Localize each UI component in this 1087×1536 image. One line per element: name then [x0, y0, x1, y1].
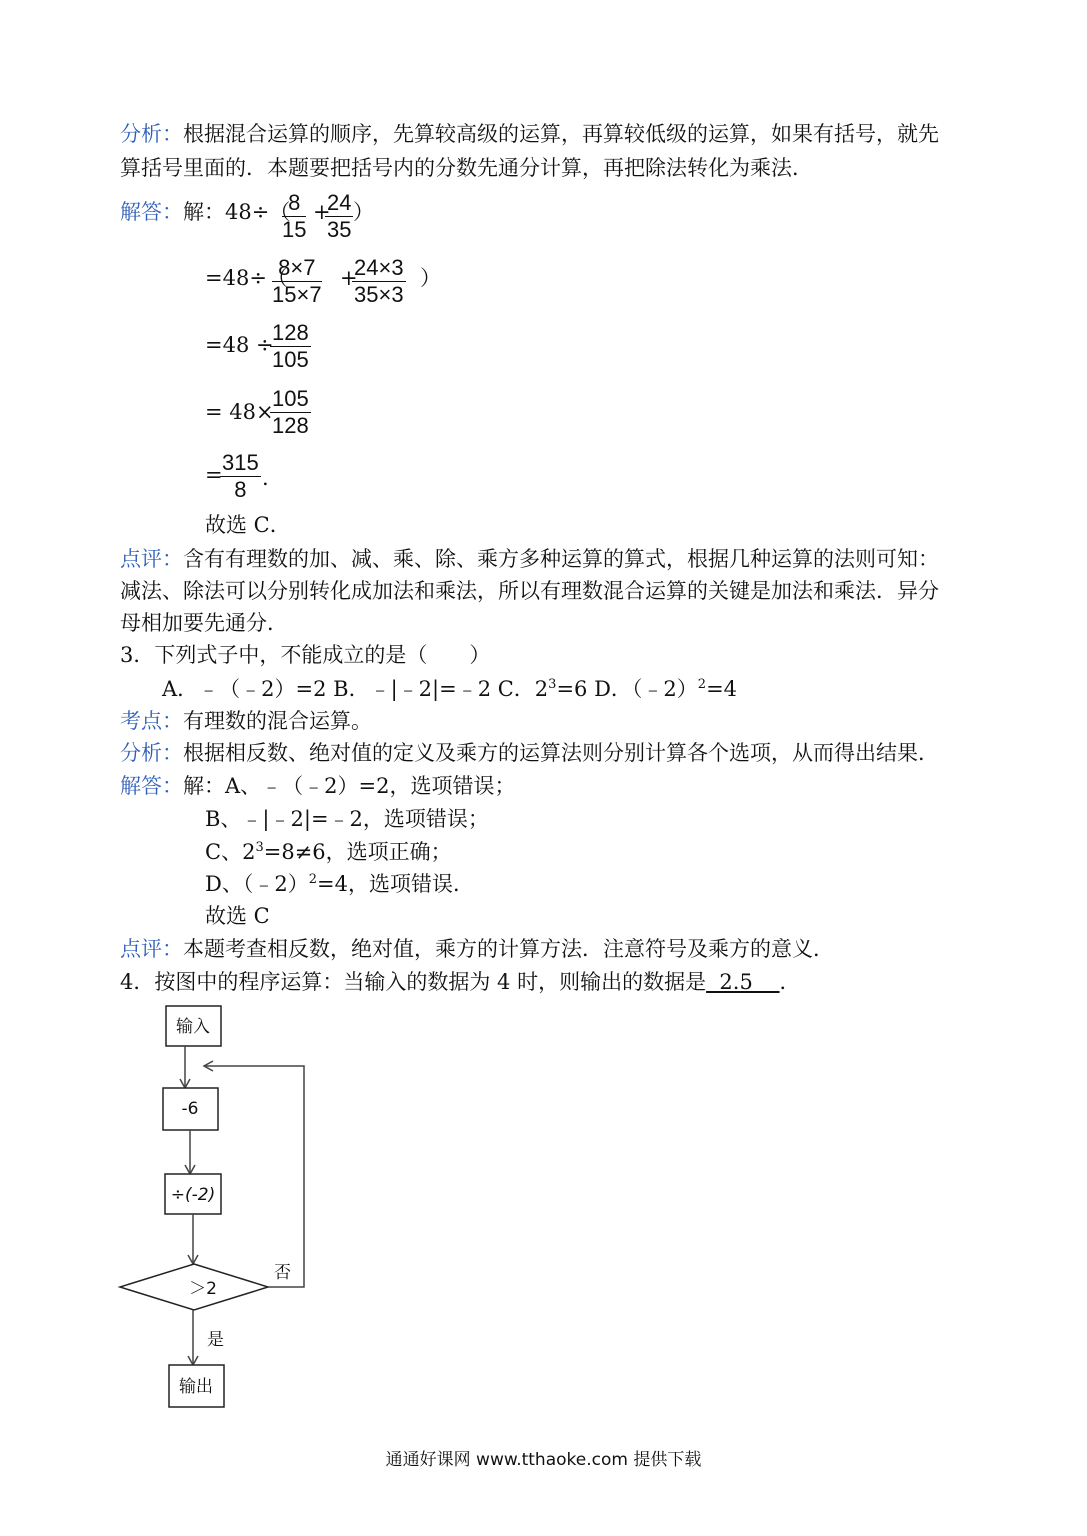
fraction-24x3-35x3: $\frac{24\times 3}{35\times 3}$: [354, 255, 404, 307]
solution-tag-2: 解答：: [120, 774, 183, 798]
point-tag: 考点：: [120, 709, 183, 733]
step4-prefix: = 48×: [205, 400, 274, 424]
q3-solution-c: C、$2^3=8\ne 6$，选项正确；: [205, 840, 452, 864]
analysis-tag: 分析：: [120, 122, 183, 146]
plus-sign: +: [313, 200, 331, 224]
step3-prefix: =48 ÷: [205, 333, 274, 357]
plus-sign-2: +: [340, 266, 358, 290]
comment-line-1: 点评：含有有理数的加、减、乘、除、乘方多种运算的算式，根据几种运算的法则可知：: [120, 547, 939, 571]
fraction-24-35: $\frac{24}{35}$: [327, 190, 352, 242]
condition-label: ＞2: [189, 1279, 217, 1299]
q3-solution-b: B、﹣|﹣2|=﹣2，选项错误；: [205, 807, 489, 831]
yes-label: 是: [207, 1330, 224, 1350]
q4-answer: 2.5: [706, 970, 780, 994]
footer: 通通好课网 www.tthaoke.com 提供下载: [385, 1450, 702, 1470]
q4-stem: 4．按图中的程序运算：当输入的数据为 4 时，则输出的数据是 2.5 ．: [120, 970, 801, 994]
output-box: [169, 1365, 224, 1407]
comment-line-3: 母相加要先通分．: [120, 611, 288, 635]
q3-options: A．﹣（﹣2）=2 B．﹣|﹣2|=﹣2 C．$2^3=6$ D．（﹣2）$^2$=4: [162, 677, 738, 701]
step2-prefix: =48÷（: [205, 266, 288, 290]
output-label: 输出: [179, 1377, 213, 1397]
no-label: 否: [274, 1263, 291, 1283]
decision-diamond: [120, 1264, 268, 1310]
fraction-8x7-15x7: $\frac{8\times 7}{15\times 7}$: [272, 255, 322, 307]
comment-tag: 点评：: [120, 547, 183, 571]
q3-solution-d: D、（﹣2）$^2$=4，选项错误．: [205, 872, 474, 896]
fraction-8-15: $\frac{8}{15}$: [282, 190, 307, 242]
q3-stem: 3．下列式子中，不能成立的是（ ）: [120, 643, 491, 667]
subtract-label: -6: [181, 1099, 199, 1119]
q3-point: 考点：有理数的混合运算。: [120, 709, 372, 733]
analysis-line-2: 算括号里面的．本题要把括号内的分数先通分计算，再把除法转化为乘法．: [120, 156, 813, 180]
q3-conclusion: 故选 C: [205, 904, 270, 928]
close-paren: ）: [353, 200, 374, 224]
comment-line-2: 减法、除法可以分别转化成加法和乘法，所以有理数混合运算的关键是加法和乘法．异分: [120, 579, 939, 603]
divide-label: ÷(-2): [170, 1185, 216, 1205]
conclusion-1: 故选 C．: [205, 513, 291, 537]
close-paren-2: ）: [420, 266, 441, 290]
input-label: 输入: [176, 1017, 210, 1037]
solution-tag: 解答：: [120, 200, 183, 224]
q3-analysis: 分析：根据相反数、绝对值的定义及乘方的运算法则分别计算各个选项，从而得出结果．: [120, 741, 939, 765]
solution-intro: 解：48÷（: [183, 200, 291, 224]
fraction-105-128: $\frac{105}{128}$: [272, 386, 309, 438]
q3-comment: 点评：本题考查相反数，绝对值，乘方的计算方法．注意符号及乘方的意义．: [120, 937, 834, 961]
fraction-128-105: $\frac{128}{105}$: [272, 320, 309, 372]
step5-prefix: =: [205, 463, 223, 487]
q3-solution-a: 解答：解：A、﹣（﹣2）=2，选项错误；: [120, 774, 516, 798]
analysis-text-1: 根据混合运算的顺序，先算较高级的运算，再算较低级的运算，如果有括号，就先: [183, 122, 939, 146]
period: .: [262, 466, 269, 490]
divide-box: [165, 1174, 221, 1214]
subtract-box: [163, 1088, 218, 1130]
comment-tag-2: 点评：: [120, 937, 183, 961]
fraction-315-8: $\frac{315}{8}$: [222, 450, 259, 502]
analysis-tag-2: 分析：: [120, 741, 183, 765]
input-box: [166, 1006, 221, 1046]
